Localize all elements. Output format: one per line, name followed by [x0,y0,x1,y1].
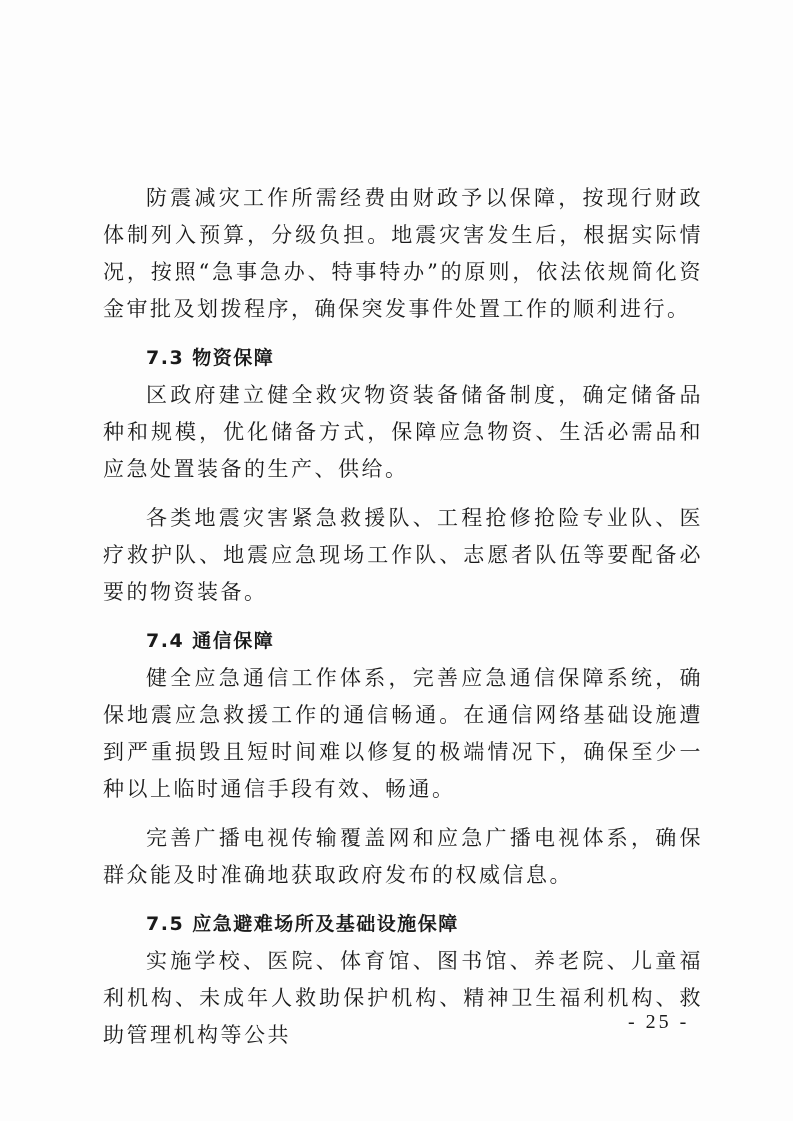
paragraph-rescue-teams: 各类地震灾害紧急救援队、工程抢修抢险专业队、医疗救护队、地震应急现场工作队、志愿者队伍等要配备必要的物资装备。 [103,506,703,604]
document-body [103,180,703,1054]
paragraph-broadcasting: 完善广播电视传输覆盖网和应急广播电视体系，确保群众能及时准确地获取政府发布的权威信息。 [103,826,703,887]
heading-7-4: 7.4 通信保障 [146,630,275,652]
heading-7-3: 7.3 物资保障 [146,347,275,369]
paragraph-shelters: 实施学校、医院、体育馆、图书馆、养老院、儿童福利机构、未成年人救助保护机构、精神卫生福利机构、救助管理机构等公共 [103,949,703,1047]
heading-7-5: 7.5 应急避难场所及基础设施保障 [146,913,459,935]
paragraph-funding: 防震减灾工作所需经费由财政予以保障，按现行财政体制列入预算，分级负担。地震灾害发生后，根据实际情况，按照“急事急办、特事特办”的原则，依法依规简化资金审批及划拨程序，确保突发事件处置工作的顺利进行。 [103,186,703,321]
paragraph-communications: 健全应急通信工作体系，完善应急通信保障系统，确保地震应急救援工作的通信畅通。在通信网络基础设施遭到严重损毁且短时间难以修复的极端情况下，确保至少一种以上临时通信手段有效、畅通。 [103,666,703,801]
paragraph-materials-reserve: 区政府建立健全救灾物资装备储备制度，确定储备品种和规模，优化储备方式，保障应急物资、生活必需品和应急处置装备的生产、供给。 [103,383,703,481]
page-number: - 25 - [628,1011,690,1033]
